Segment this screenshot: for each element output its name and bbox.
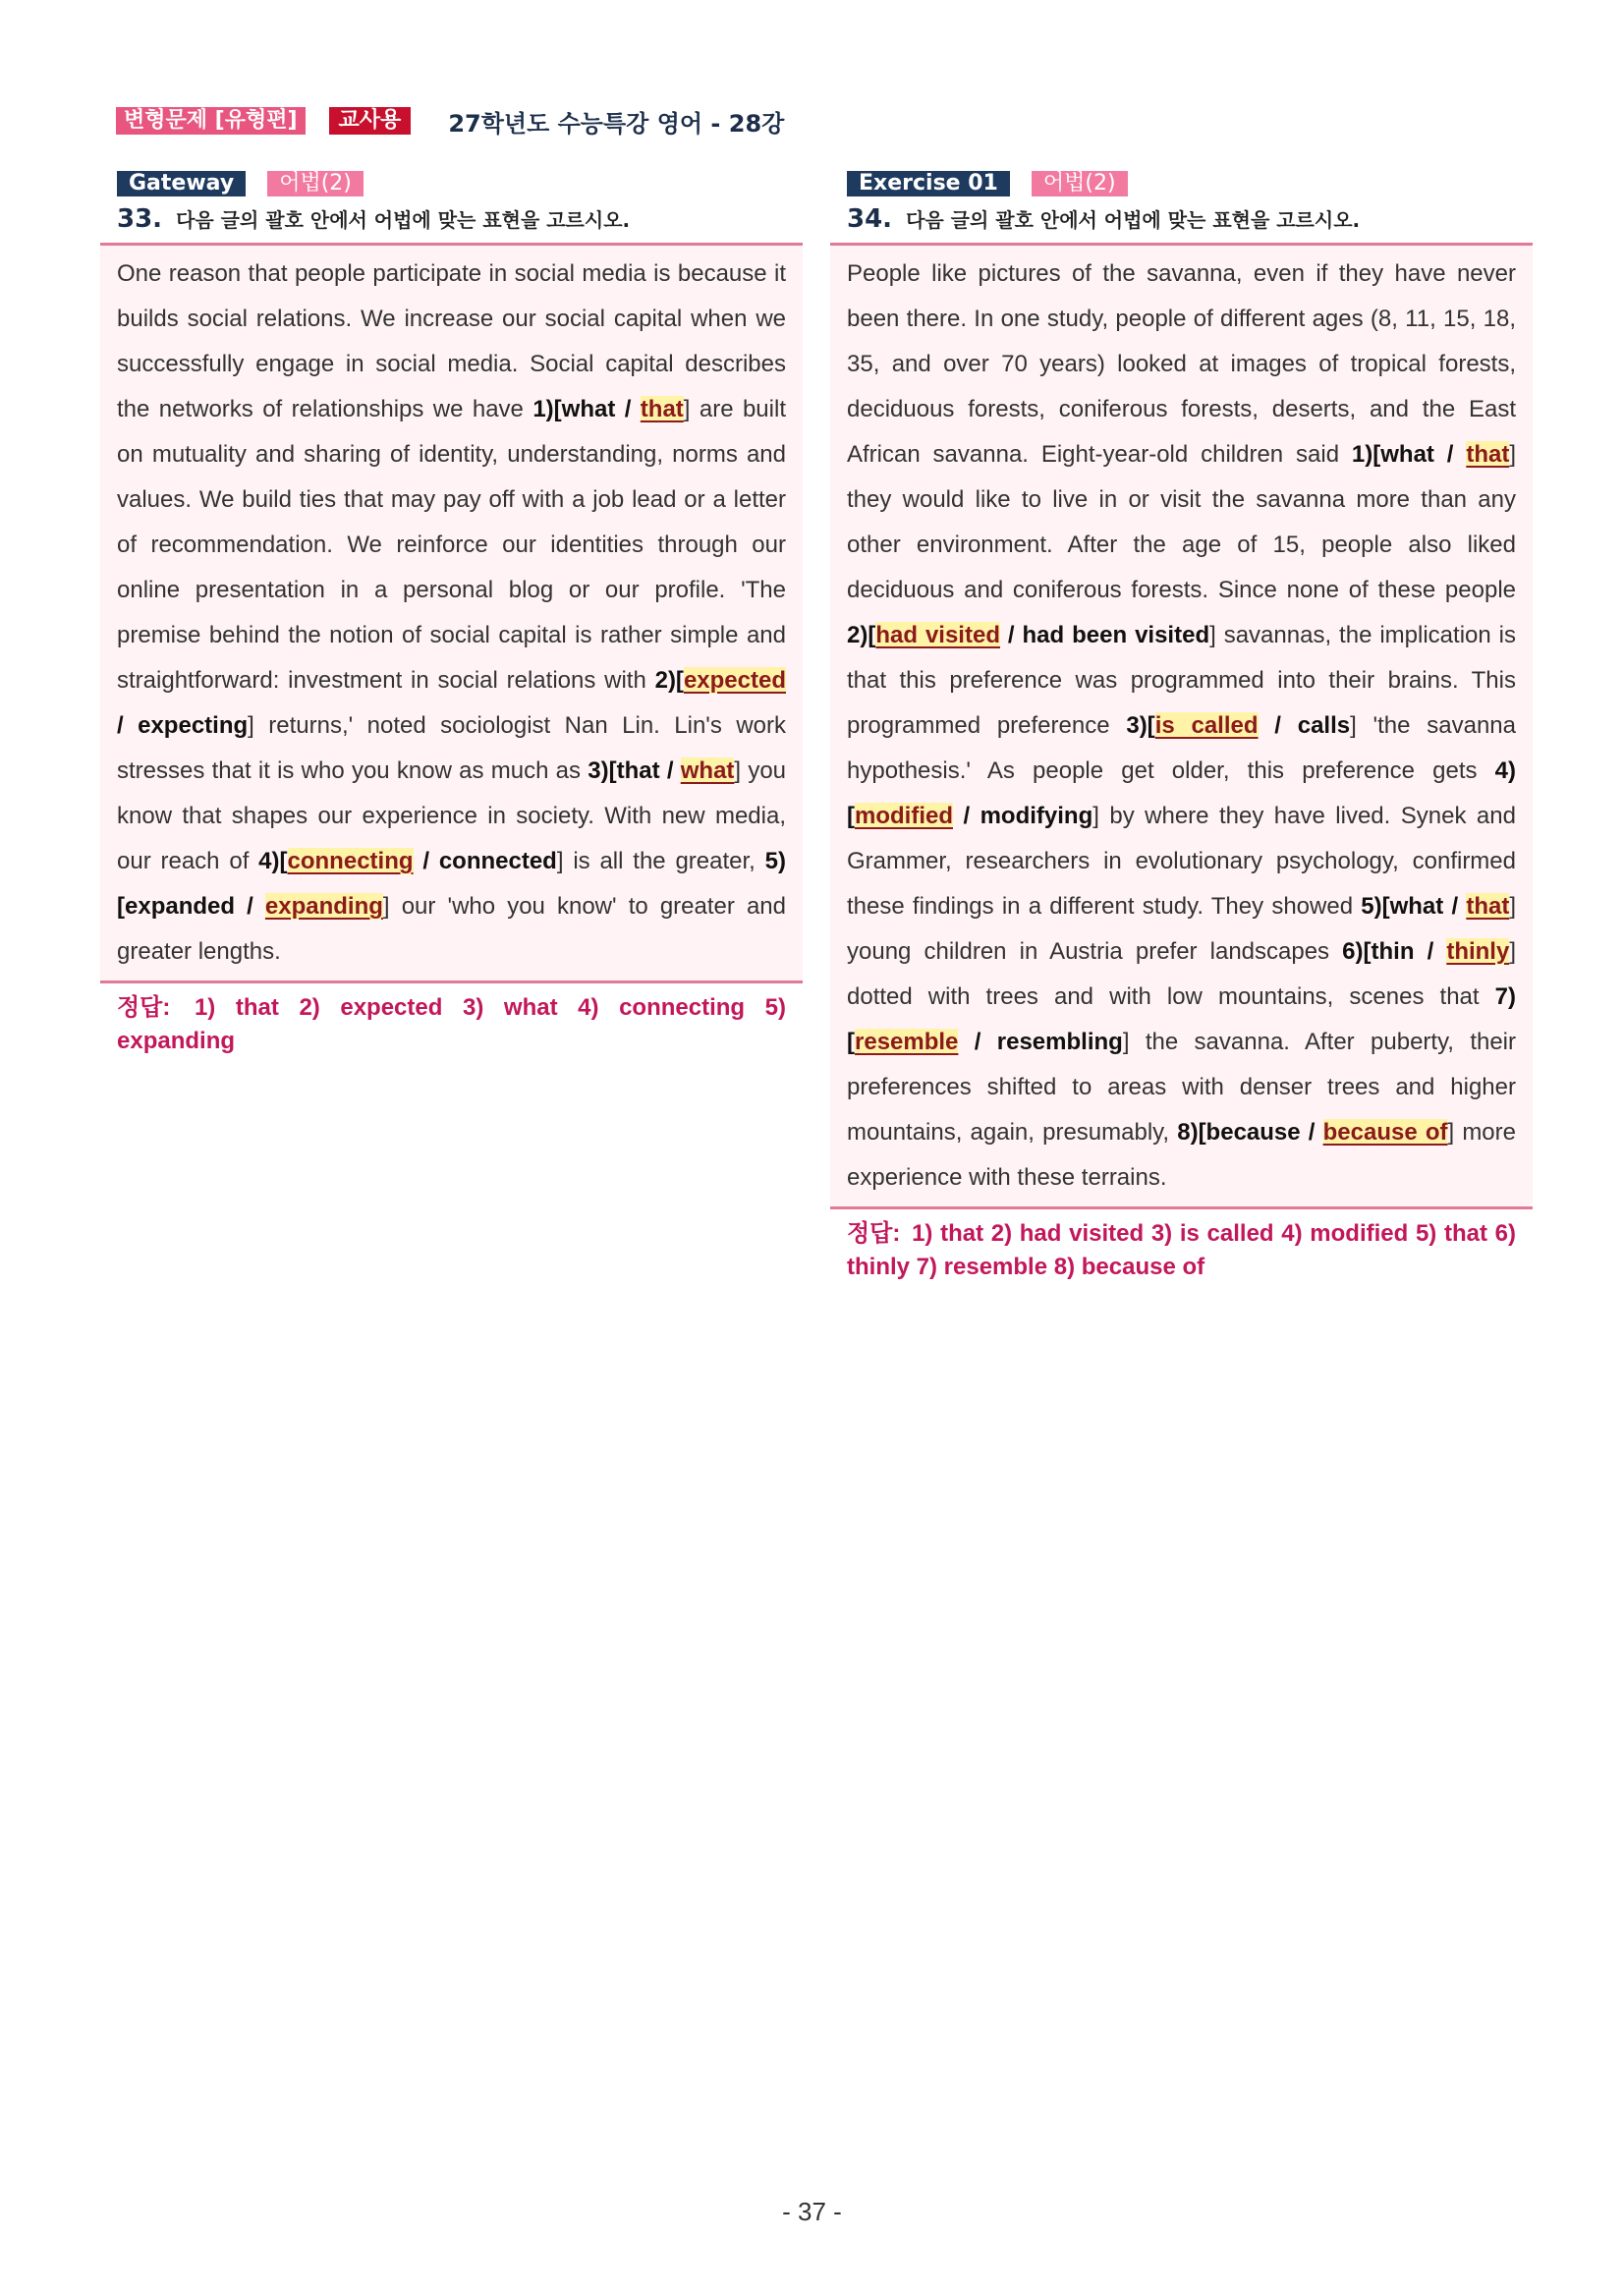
answer-key-text: 1) that 2) had visited 3) is called 4) modified 5) that 6) thinly 7) resemble 8) because of [847,1220,1516,1280]
answer-choice: modified [855,803,953,829]
answer-key-label: 정답: [117,994,171,1021]
answer-choice: is called [1154,712,1259,739]
question-instruction: 다음 글의 괄호 안에서 어법에 맞는 표현을 고르시오. [176,208,631,232]
answer-choice: because of [1322,1119,1448,1146]
document-title: 27학년도 수능특강 영어 - 28강 [448,109,785,138]
answer-choice: resemble [855,1029,959,1055]
answer-choice: expanding [264,893,383,920]
passage-text: One reason that people participate in social media is because it builds social relations. We increase our social capital when we successfully engage in social media. Social capital describes the networks of relationships we have 1)[what / that] are built on mutuality and sharing of identity, understanding, norms and values. We build ties that may pay off with a job lead or a letter of recommendation. We reinforce our identities through our online presentation in a personal blog or our profile. 'The premise behind the notion of social capital is rather simple and straightforward: investment in social relations with 2)[expected / expecting] returns,' noted sociologist Nan Lin. Lin's work stresses that it is who you know as much as 3)[that / what] you know that shapes our experience in society. With new media, our reach of 4)[connecting / connected] is all the greater, 5)[expanded / expanding] our 'who you know' to greater and greater lengths. [100,243,803,983]
question-number: 34. [847,204,893,234]
section-label: Gateway [117,171,246,196]
question-type-tag: 어법(2) [267,171,364,196]
page-number: - 37 - [782,2197,842,2226]
answer-choice: connecting [287,848,414,874]
answer-choice: thinly [1446,938,1510,965]
teacher-version-tag: 교사용 [329,107,412,135]
answer-key-label: 정답: [847,1220,901,1247]
section-label: Exercise 01 [847,171,1010,196]
document-header [116,106,784,136]
question-number: 33. [117,204,163,234]
section-labels [847,171,1533,196]
answer-choice: had visited [875,622,1000,648]
question-type-tag: 어법(2) [1032,171,1128,196]
answer-key [847,1217,1516,1284]
answer-choice: expected [683,667,786,694]
answer-choice: that [1466,893,1510,920]
question-instruction: 다음 글의 괄호 안에서 어법에 맞는 표현을 고르시오. [906,208,1361,232]
exercise-section [830,171,1533,1284]
answer-choice: that [640,396,684,422]
passage-text: People like pictures of the savanna, even if they have never been there. In one study, people of different ages (8, 11, 15, 18, 35, and over 70 years) looked at images of tropical forests, deciduous forests, coniferous forests, deserts, and the East African savanna. Eight-year-old children said 1)[what / that] they would like to live in or visit the savanna more than any other environment. After the age of 15, people also liked deciduous and coniferous forests. Since none of these people 2)[had visited / had been visited] savannas, the implication is that this preference was programmed into their brains. This programmed preference 3)[is called / calls] 'the savanna hypothesis.' As people get older, this preference gets 4)[modified / modifying] by where they have lived. Synek and Grammer, researchers in evolutionary psychology, confirmed these findings in a different study. They showed 5)[what / that] young children in Austria prefer landscapes 6)[thin / thinly] dotted with trees and with low mountains, scenes that 7)[resemble / resembling] the savanna. After puberty, their preferences shifted to areas with denser trees and higher mountains, again, presumably, 8)[because / because of] more experience with these terrains. [830,243,1533,1209]
answer-key [117,991,786,1058]
gateway-section [100,171,803,1058]
answer-choice: what [680,757,735,784]
question-title [847,204,1533,240]
question-title [117,204,803,240]
section-labels [117,171,803,196]
answer-key-text: 1) that 2) expected 3) what 4) connecting 5) expanding [117,994,786,1054]
answer-choice: that [1466,441,1510,468]
problem-type-tag: 변형문제 [유형편] [116,107,306,135]
